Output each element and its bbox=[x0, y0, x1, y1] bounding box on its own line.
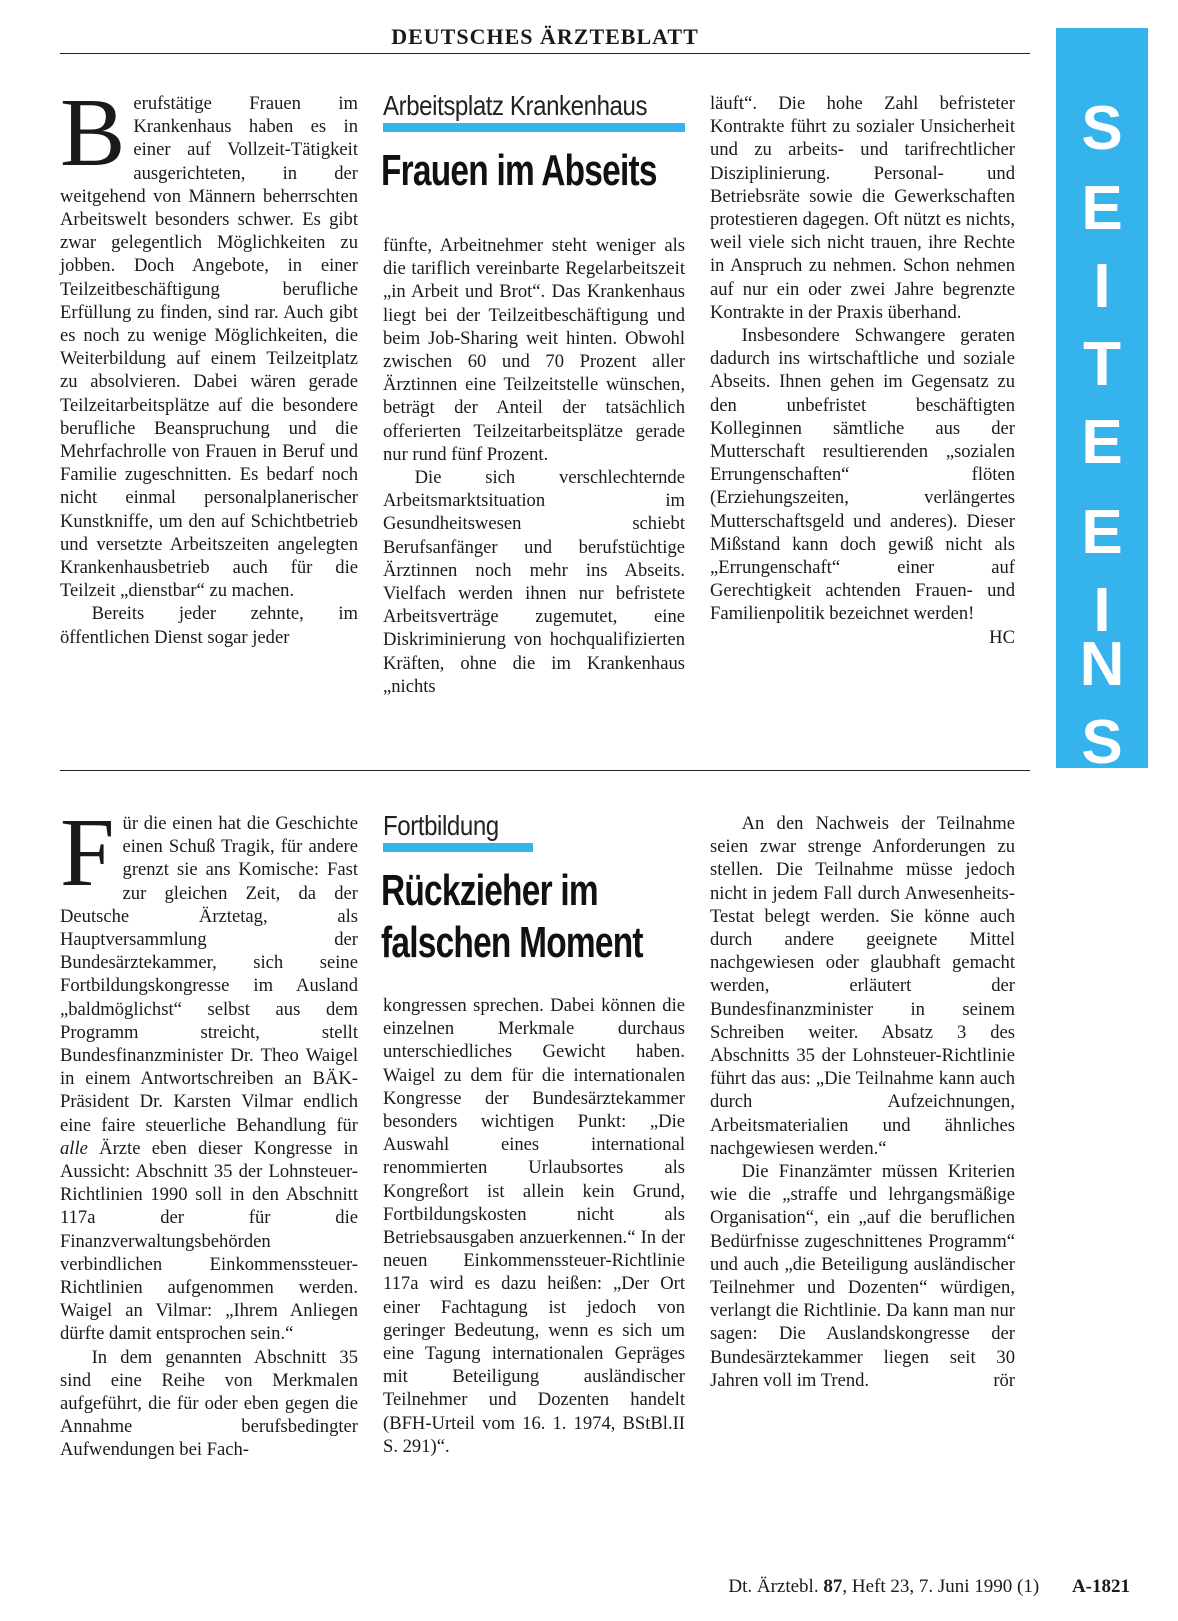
article1-paragraph: Die sich verschlechternde Arbeitsmarktsituation im Gesundheitswesen schiebt Berufsanfänger und berufstüchtige Ärztinnen noch mehr ins Abseits. Vielfach werden ihnen nur befristete Arbeitsverträge zugemutet, eine Diskriminierung von hochqualifizierten Kräften, ohne die im Krankenhaus „nichts bbox=[383, 467, 685, 697]
article1-paragraph bbox=[710, 324, 1015, 648]
footer-citation: , Heft 23, 7. Juni 1990 (1) bbox=[842, 1576, 1040, 1597]
article2-text: ür die einen hat die Geschichte einen Schuß Tragik, für andere grenzt sie ans Komische: Fast zur gleichen Zeit, da der Deutsche Ärztetag, als Hauptversammlung der Bundesärztekammer, sich seine Fortbildungskongresse im Ausland „baldmöglichst“ selbst aus dem Programm streicht, stellt Bundesfinanzminister Dr. Theo Waigel in einem Antwortschreiben an BÄK-Präsident Dr. Karsten Vilmar endlich eine faire steuerliche Behandlung für bbox=[60, 813, 358, 1136]
article1-text: erufstätige Frauen im Krankenhaus haben es in einer auf Vollzeit-Tätigkeit ausgerichteten, in der weitgehend von Männern beherrschten Arbeitswelt besonders schwer. Es gibt zwar gelegentlich Möglichkeiten zu jobben. Doch Angebote, in einer Teilzeitbeschäftigung berufliche Erfüllung zu finden, sind rar. Auch gibt es noch zu wenige Möglichkeiten, die Weiterbildung auf einem Teilzeitplatz zu absolvieren. Dabei wären gerade Teilzeitarbeitsplätze auf die besondere berufliche Beanspruchung und die Mehrfachrolle von Frauen in Beruf und Familie zugeschnitten. Es bedarf noch nicht einmal personalplanerischer Kunstkniffe, um den auf Schichtbetrieb und versetzte Arbeitszeiten angelegten Krankenhausbetrieb auch für die Teilzeit „dienstbar“ zu machen. bbox=[60, 93, 358, 602]
article1-paragraph: Bereits jeder zehnte, im öffentlichen Dienst sogar jeder bbox=[60, 603, 358, 648]
masthead-rule bbox=[60, 53, 1030, 54]
article2-paragraph: In dem genannten Abschnitt 35 sind eine Reihe von Merkmalen aufgeführt, die für oder eben gegen die Annahme berufsbedingter Aufwendungen bei Fach- bbox=[60, 1346, 358, 1461]
article2-paragraph bbox=[60, 799, 358, 1346]
sidebar-letter: I bbox=[1093, 576, 1111, 645]
article1-paragraph: läuft“. Die hohe Zahl befristeter Kontrakte führt zu sozialer Unsicherheit und zu arbeits- und tarifrechtlicher Disziplinierung. Personal- und Betriebsräte sowie die Gewerkschaften protestieren dagegen. Oft nützt es nichts, weil viele sich nicht trauen, ihre Rechte in Anspruch zu nehmen. Schon nehmen auf nur ein oder zwei Jahre begrenzte Kontrakte in der Praxis überhand. bbox=[710, 93, 1015, 323]
article1-column-3 bbox=[710, 92, 1015, 649]
footer-volume: 87 bbox=[823, 1576, 843, 1597]
article1-author: HC bbox=[989, 626, 1015, 648]
sidebar-letter: E bbox=[1081, 498, 1123, 567]
article2-paragraph bbox=[710, 1160, 1015, 1392]
article2-column-1 bbox=[60, 799, 358, 1462]
seite-eins-sidebar bbox=[1056, 28, 1148, 777]
masthead: DEUTSCHES ÄRZTEBLATT bbox=[391, 24, 699, 49]
article2-author: rör bbox=[993, 1369, 1015, 1391]
article1-paragraph bbox=[60, 79, 358, 602]
sidebar-letter: E bbox=[1081, 408, 1123, 477]
article2-headline-line1: Rückzieher im bbox=[381, 866, 598, 915]
dropcap: F bbox=[60, 799, 115, 907]
article-divider bbox=[60, 770, 1030, 771]
page-footer bbox=[600, 1575, 1130, 1599]
sidebar-letter: S bbox=[1081, 94, 1123, 163]
article1-kicker-bar bbox=[383, 123, 685, 132]
article2-text: Die Finanzämter müssen Kriterien wie die „straffe und lehrgangsmäßige Organisation“, ein „auf die beruflichen Bedürfnisse zugeschnittenes Programm“ und auch „die Beteiligung ausländischer Teilnehmer und Dozenten“ würdigen, verlangt die Richtlinie. Da kann man nur sagen: Die Auslandskongresse der Bundesärztekammer liegen seit 30 Jahren voll im Trend. bbox=[710, 1161, 1015, 1391]
article1-paragraph: fünfte, Arbeitnehmer steht weniger als die tariflich vereinbarte Regelarbeitszeit „in Arbeit und Brot“. Das Krankenhaus liegt bei der Teilzeitbeschäftigung und beim Job-Sharing weit hinten. Obwohl zwischen 60 und 70 Prozent aller Ärztinnen eine Teilzeitstelle wünschen, beträgt der Anteil der tatsächlich offerierten Teilzeitarbeitsplätze gerade nur rund fünf Prozent. bbox=[383, 235, 685, 465]
article2-emphasis: alle bbox=[60, 1137, 88, 1159]
article2-headline-line2: falschen Moment bbox=[381, 918, 643, 967]
sidebar-letter: E bbox=[1081, 174, 1123, 243]
article2-column-3 bbox=[710, 812, 1015, 1392]
sidebar-letter: S bbox=[1081, 708, 1123, 777]
article1-column-1 bbox=[60, 79, 358, 649]
article2-paragraph: An den Nachweis der Teilnahme seien zwar strenge Anforderungen zu stellen. Die Teilnahme müsse jedoch nicht in jedem Fall durch Anwesenheits-Testat belegt werden. Sie könne auch durch andere geeignete Mittel nachgewiesen oder glaubhaft gemacht werden, erläutert der Bundesfinanzminister in seinem Schreiben weiter. Absatz 3 des Abschnitts 35 der Lohnsteuer-Richtlinie führt das aus: „Die Teilnahme kann auch durch Aufzeichnungen, Arbeitsmaterialien und ähnliches nachgewiesen werden.“ bbox=[710, 813, 1015, 1159]
article1-headline: Frauen im Abseits bbox=[381, 146, 657, 195]
sidebar-letter: T bbox=[1083, 330, 1121, 399]
footer-citation-prefix: Dt. Ärztebl. bbox=[728, 1576, 819, 1597]
article2-kicker: Fortbildung bbox=[383, 810, 499, 841]
sidebar-letter: N bbox=[1079, 630, 1125, 699]
article1-kicker: Arbeitsplatz Krankenhaus bbox=[383, 90, 648, 121]
page-number: A-1821 bbox=[1071, 1576, 1130, 1597]
article1-column-2 bbox=[383, 234, 685, 698]
article1-text: Insbesondere Schwangere geraten dadurch ins wirtschaftliche und soziale Abseits. Ihnen gehen im Gegensatz zu den unbefristet beschäftigten Kolleginnen sämtliche aus der Mutterschaft resultierenden „sozialen Errungenschaften“ flöten (Erziehungszeiten, verlängertes Mutterschaftsgeld und anderes). Dieser Mißstand kann doch gewiß nicht als „Errungenschaft“ einer auf Gerechtigkeit achtenden Frauen- und Familienpolitik bezeichnet werden! bbox=[710, 325, 1015, 625]
article2-text: Ärzte eben dieser Kongresse in Aussicht: Abschnitt 35 der Lohnsteuer-Richtlinien 1990 soll in den Abschnitt 117a der für die Finanzverwaltungsbehörden verbindlichen Einkommenssteuer-Richtlinien aufgenommen werden. Waigel an Vilmar: „Ihrem Anliegen dürfte damit entsprochen sein.“ bbox=[60, 1137, 358, 1345]
dropcap: B bbox=[60, 79, 126, 187]
article2-kicker-bar bbox=[383, 843, 533, 852]
sidebar-letter: I bbox=[1093, 252, 1111, 321]
article2-column-2 bbox=[383, 994, 685, 1458]
article2-paragraph: kongressen sprechen. Dabei können die einzelnen Merkmale durchaus unterschiedliches Gewicht haben. Waigel zu dem für die internationalen Kongresse der Bundesärztekammer besonders wichtigen Punkt: „Die Auswahl eines international renommierten Urlaubsortes als Kongreßort ist allein kein Grund, Fortbildungskosten nicht als Betriebsausgaben anzuerkennen.“ In der neuen Einkommenssteuer-Richtlinie 117a wird es dazu heißen: „Der Ort einer Fachtagung ist jedoch von geringer Bedeutung, wenn es sich um eine Tagung internationalen Gepräges mit Beteiligung ausländischer Teilnehmer und Dozenten handelt (BFH-Urteil vom 16. 1. 1974, BStBl.II S. 291)“. bbox=[383, 995, 685, 1457]
